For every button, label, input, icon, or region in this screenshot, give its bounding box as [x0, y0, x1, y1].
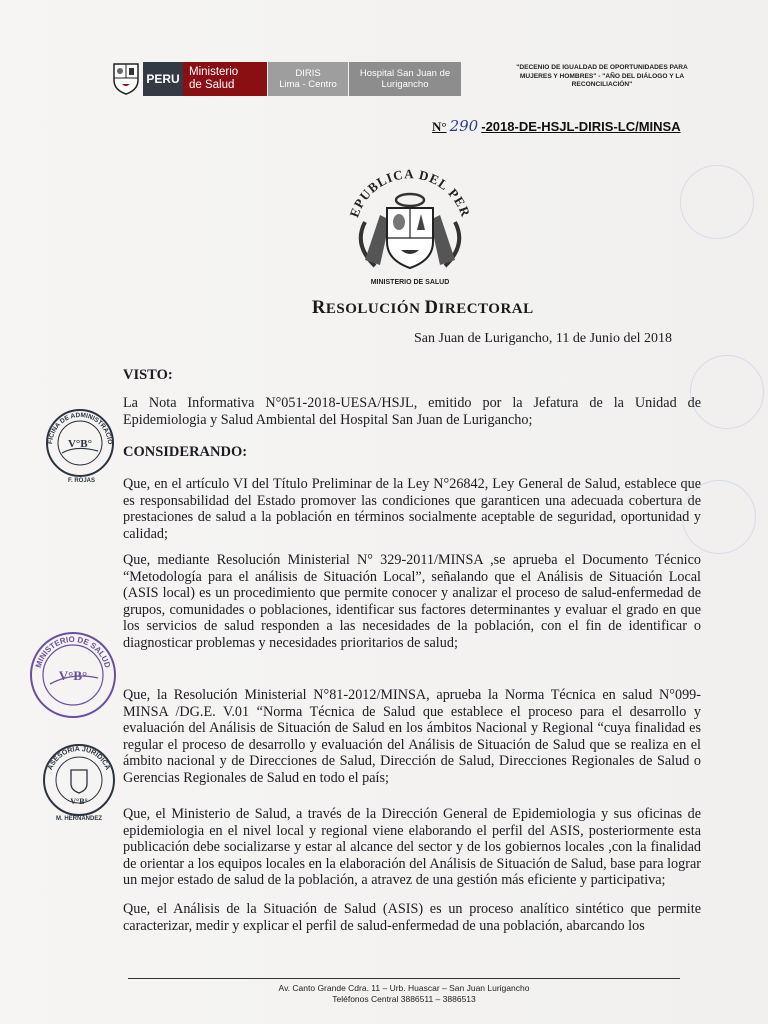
seal1-signer: F. ROJAS — [68, 478, 96, 484]
hospital-line1: Hospital San Juan de — [359, 68, 451, 79]
visto-heading: VISTO: — [123, 367, 173, 383]
seal3-signer: M. HERNANDEZ — [56, 816, 102, 822]
ministry-label — [183, 62, 267, 96]
ministry-line1: Ministerio — [189, 66, 239, 78]
seal1-ring-text: FICINA DE ADMINISTRACIÓ — [46, 411, 114, 445]
seal2-center-text: V°B° — [58, 668, 88, 683]
bleed-through-stamp — [690, 355, 764, 429]
title-big-d: D — [424, 298, 439, 318]
footer — [128, 983, 680, 1005]
resolution-title — [312, 298, 534, 319]
administration-seal — [40, 405, 120, 485]
seal2-ring-text: MINISTERIO DE SALUD — [33, 634, 113, 669]
considerando-paragraph-1: Que, en el artículo VI del Título Preliminar de la Ley N°26842, Ley General de Salud, establece que es responsabilidad del Estado promover las condiciones que garanticen una adecuada cobertura de prestaciones de salud a la población en términos socialmente aceptable de seguridad, oportunidad y calidad; — [123, 476, 701, 542]
diris-line1: DIRIS — [295, 68, 321, 79]
resolution-date: San Juan de Lurigancho, 11 de Junio del 2018 — [414, 331, 673, 346]
hospital-line2: Lurigancho — [381, 79, 429, 90]
footer-phones: Teléfonos Central 3886511 – 3886513 — [332, 994, 476, 1004]
peru-shield-icon — [110, 60, 142, 96]
considerando-heading: CONSIDERANDO: — [123, 444, 248, 460]
considerando-paragraph-2: Que, mediante Resolución Ministerial N° 329-2011/MINSA ,se aprueba el Documento Técnico “Metodología para el análisis de Situación Local”, señalando que el Análisis de Situación Local (ASIS local) es un procedimiento que permite conocer y analizar el proceso de salud-enfermedad de grupos, comunidades o poblaciones, identificar sus factores determinantes y evaluar el grado en que los servicios de salud responden a las necesidades de la población, con el fin de identificar o diagnosticar problemas y necesidades prioritarios de salud; — [123, 552, 701, 651]
diris-line2: Lima - Centro — [279, 79, 337, 90]
diris-label — [268, 62, 348, 96]
bleed-through-stamp — [680, 165, 754, 239]
visto-paragraph: La Nota Informativa N°051-2018-UESA/HSJL, emitido por la Jefatura de la Unidad de Epidemiologia y Salud Ambiental del Hospital San Juan de Lurigancho; — [123, 395, 701, 428]
crest-top-text: EPUBLICA DEL PER — [346, 166, 474, 220]
resolution-number-prefix: N° — [432, 119, 447, 134]
crest-bottom-text: MINISTERIO DE SALUD — [370, 279, 450, 286]
considerando-paragraph-3: Que, la Resolución Ministerial N°81-2012/MINSA, aprueba la Norma Técnica en salud N°099-MINSA /DG.E. V.01 “Norma Técnica de Salud que establece el proceso para el desarrollo y evaluación del Análisis de Situación de Salud en los ámbitos Nacional y Regional “cuya finalidad es regular el proceso de desarrollo y evaluación del Análisis de Situación de Salud que se realiza en el ámbito nacional y de Direcciones de Salud, Dirección de Salud, Direcciones Regionales de Salud o Gerencias Regionales de Salud en todo el país; — [123, 687, 701, 786]
footer-divider — [128, 978, 680, 979]
title-big-r: R — [312, 298, 326, 318]
seal1-center-text: V°B° — [67, 438, 93, 450]
national-coat-of-arms — [335, 160, 485, 290]
resolution-number-handwritten: 290 — [449, 117, 479, 135]
legal-seal — [38, 740, 120, 822]
svg-text:ASESORIA JURIDICA — [47, 746, 111, 771]
resolution-number — [432, 117, 681, 135]
seal3-center-text: V°B° — [70, 797, 88, 806]
seal3-ring-text: ASESORIA JURIDICA — [46, 745, 112, 772]
considerando-paragraph-5: Que, el Análisis de la Situación de Salud (ASIS) es un proceso analítico sintético que permite caracterizar, medir y explicar el perfil de salud-enfermedad de una población, abarcando los — [123, 901, 701, 934]
footer-address: Av. Canto Grande Cdra. 11 – Urb. Huascar – San Juan Lurigancho — [278, 983, 530, 993]
peru-label: PERU — [143, 62, 183, 96]
ministry-line2: de Salud — [189, 79, 235, 91]
title-part1: ESOLUCIÓN — [325, 301, 425, 317]
ministry-seal — [26, 628, 120, 722]
hospital-label — [349, 62, 461, 96]
considerando-paragraph-4: Que, el Ministerio de Salud, a través de la Dirección General de Epidemiologia y sus oficinas de epidemiologia en el nivel local y regional viene elaborando el perfil del ASIS, posteriormente esta publicación debe socializarse y estar al alcance del sector y de los gobiernos locales ,con la finalidad de orientar a los equipos locales en la elaboración del Análisis de Situación de Salud, base para lograr un mejor estado de salud de la población, a atravez de una gestión más eficiente y participativa; — [123, 806, 701, 888]
title-part2: IRECTORAL — [438, 301, 534, 317]
decree-motto: "DECENIO DE IGUALDAD DE OPORTUNIDADES PARA MUJERES Y HOMBRES" - "AÑO DEL DIÁLOGO Y LA RECONCILIACIÓN" — [516, 64, 688, 88]
resolution-number-suffix: -2018-DE-HSJL-DIRIS-LC/MINSA — [481, 119, 681, 134]
